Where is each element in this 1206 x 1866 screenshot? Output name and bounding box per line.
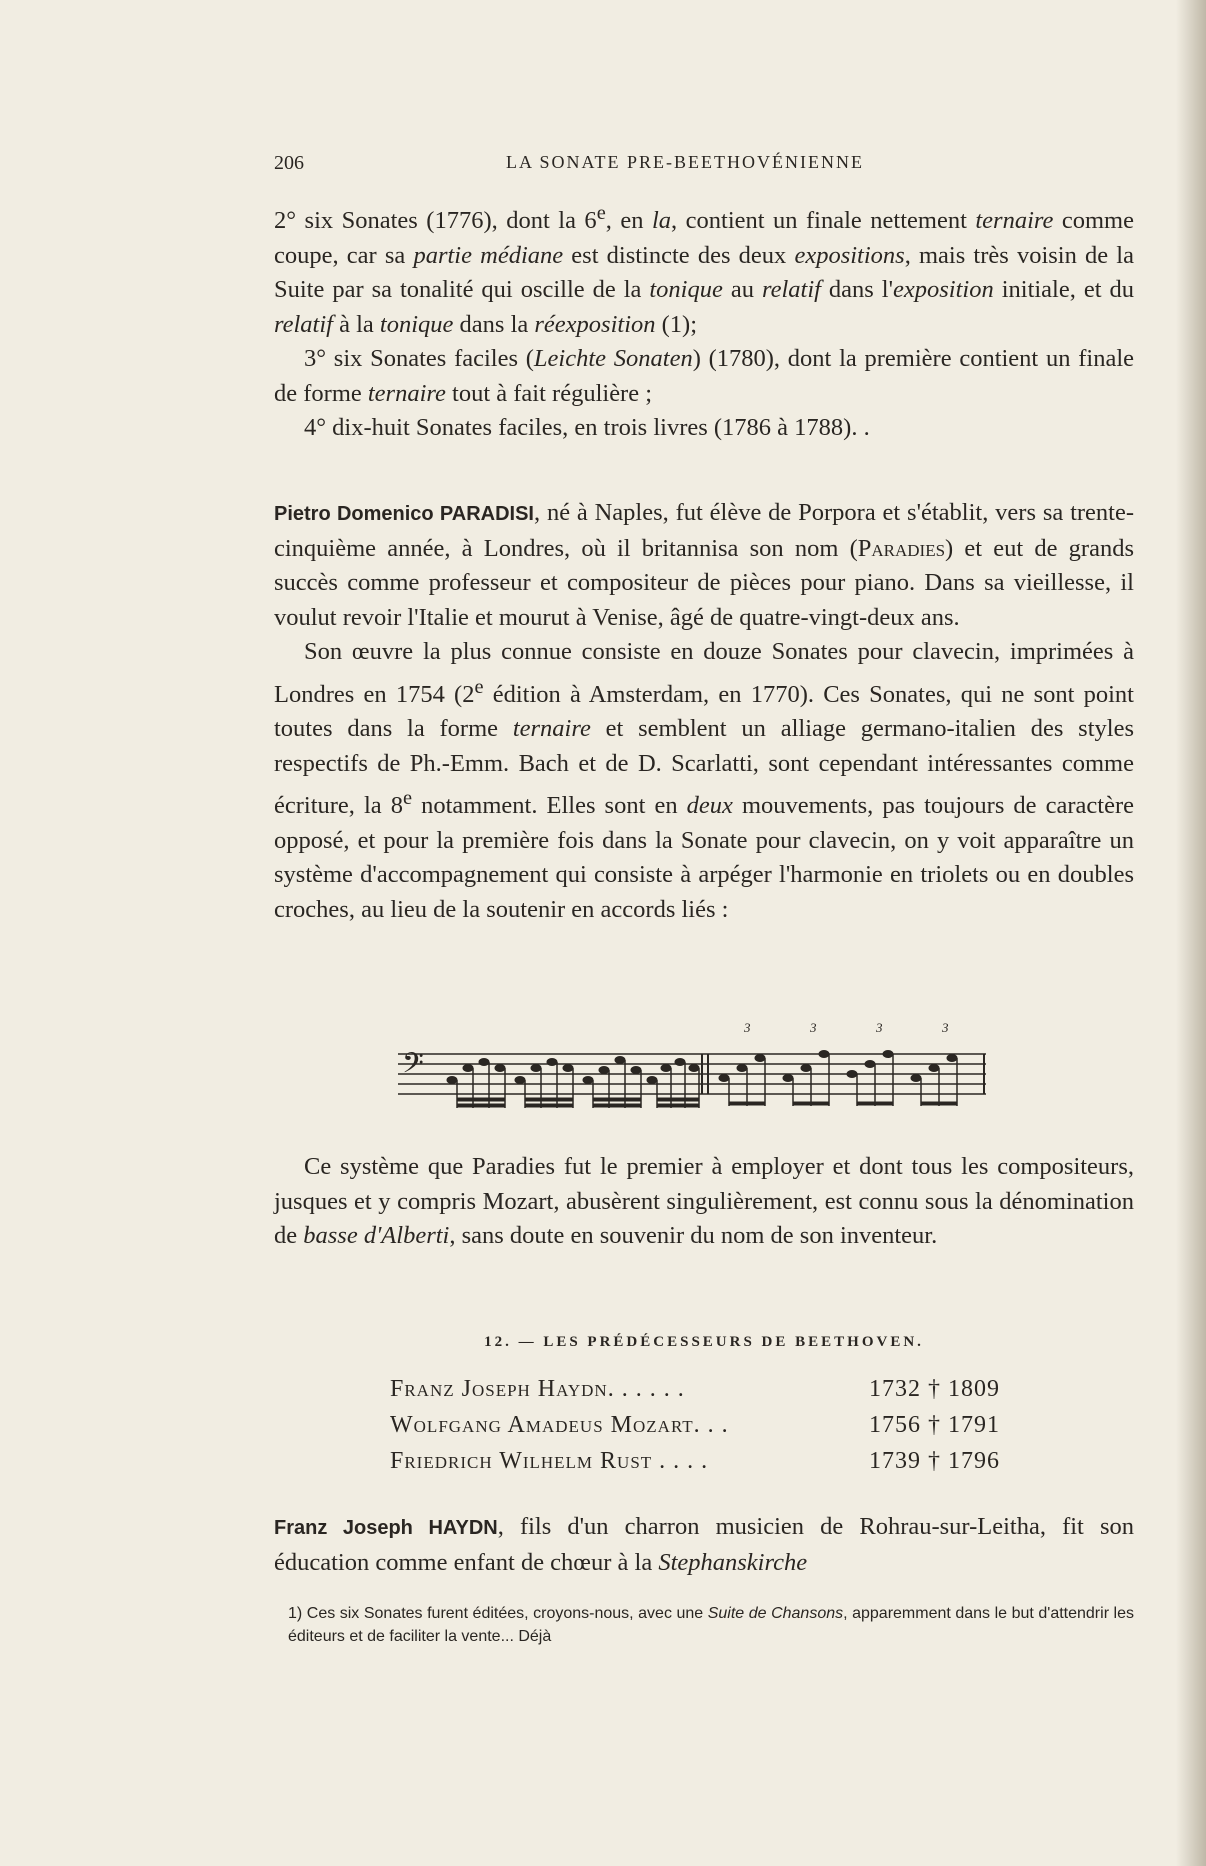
triplet-mark-4: 3 (942, 1020, 949, 1035)
basse-alberti: basse d'Alberti (303, 1222, 450, 1249)
triplet-notes (719, 1051, 957, 1107)
running-title: LA SONATE PRE-BEETHOVÉNIENNE (506, 152, 864, 172)
page-header (274, 152, 1134, 182)
paradisi-section (274, 496, 1134, 927)
list-item-2: 2° six Sonates (1776), dont la 6e, en la, contient un finale nettement ternaire comme coupe, car sa partie médiane est distincte des deux expositions, mais très voisin de la Suite par sa tonalité qui oscille de la tonique au relatif dans l'exposition initiale, et du relatif à la tonique dans la réexposition (1); (274, 202, 1134, 338)
triplet-mark-3: 3 (876, 1020, 883, 1035)
page-edge-shadow (1176, 0, 1206, 1866)
list-item-4: 4° dix-huit Sonates faciles, en trois livres (1786 à 1788). . (304, 414, 870, 442)
composer-row (390, 1412, 1030, 1448)
composer-name: Friedrich Wilhelm Rust . . . . (390, 1448, 709, 1474)
sonata-list (274, 196, 1134, 446)
composer-dates: 1739 † 1796 (869, 1448, 1000, 1474)
composer-dates: 1732 † 1809 (869, 1376, 1000, 1402)
triplet-marks (743, 1020, 949, 1035)
composer-dates: 1756 † 1791 (869, 1412, 1000, 1438)
paradisi-paragraph-1: Pietro Domenico PARADISI, né à Naples, fut élève de Porpora et s'établit, vers sa trente-cinquième année, à Londres, où il britannisa son nom (Paradies) et eut de grands succès comme professeur et compositeur de pièces pour piano. Dans sa vieillesse, il voulut revoir l'Italie et mourut à Venise, âgé de quatre-vingt-deux ans. (274, 499, 1134, 631)
music-example (390, 1018, 986, 1114)
composer-row (390, 1376, 1030, 1412)
triplet-mark-2: 3 (810, 1020, 817, 1035)
footnote: 1) Ces six Sonates furent éditées, croyons-nous, avec une Suite de Chansons, apparemment dans le but d'attendrir les éditeurs et de faciliter la vente... Déjà (288, 1605, 1135, 1645)
composer-name: Franz Joseph Haydn. . . . . . (390, 1376, 685, 1402)
composer-row (390, 1448, 1030, 1484)
composer-name: Wolfgang Amadeus Mozart. . . (390, 1412, 729, 1438)
section-heading: 12. — LES PRÉDÉCESSEURS DE BEETHOVEN. (484, 1334, 924, 1350)
list-item-3: 3° six Sonates faciles (Leichte Sonaten) (1780), dont la première contient un finale de forme ternaire tout à fait régulière ; (274, 345, 1134, 407)
page-number: 206 (274, 152, 304, 174)
bass-clef-icon: 𝄢 (402, 1049, 424, 1086)
haydn-name: Franz Joseph HAYDN (274, 1517, 498, 1539)
haydn-paragraph: Franz Joseph HAYDN, fils d'un charron musicien de Rohrau-sur-Leitha, fit son éducation comme enfant de chœur à la Stephanskirche (274, 1513, 1134, 1576)
composers-table (390, 1376, 1030, 1484)
triplet-mark-1: 3 (744, 1020, 751, 1035)
alberti-paragraph: Ce système que Paradies fut le premier à employer et dont tous les compositeurs, jusques et y compris Mozart, abusèrent singulièrement, est connu sous la dénomination de basse d'Alberti, sans doute en souvenir du nom de son inventeur. (274, 1153, 1134, 1249)
paradisi-name: Pietro Domenico PARADISI (274, 503, 534, 525)
paradisi-paragraph-2: Son œuvre la plus connue consiste en douze Sonates pour clavecin, imprimées à Londres en 1754 (2e édition à Amsterdam, en 1770). Ces Sonates, qui ne sont point toutes dans la forme ternaire et semblent un alliage germano-italien des styles respectifs de Ph.-Emm. Bach et de D. Scarlatti, sont cependant intéressantes comme écriture, la 8e notamment. Elles sont en deux mouvements, pas toujours de caractère opposé, et pour la première fois dans la Sonate pour clavecin, on y voit apparaître un système d'accompagnement qui consiste à arpéger l'harmonie en triolets ou en doubles croches, au lieu de la soutenir en accords liés : (274, 638, 1134, 923)
